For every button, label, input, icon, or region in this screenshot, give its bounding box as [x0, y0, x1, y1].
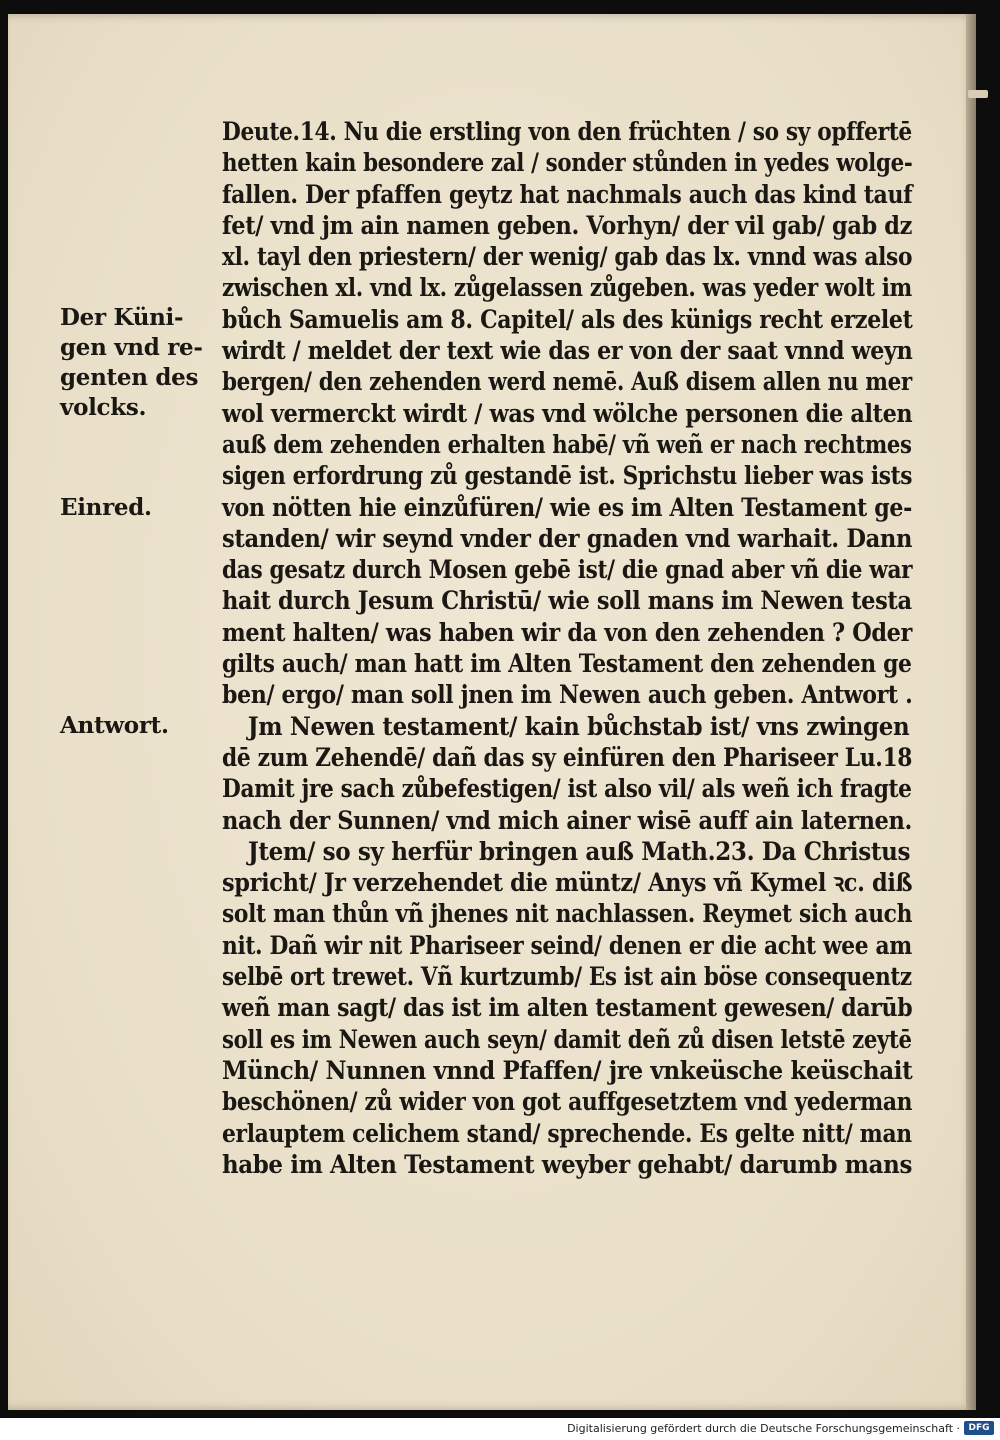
marginal-note-line: Der Küni- — [60, 304, 184, 331]
text-line: bůch Samuelis am 8. Capitel/ als des künigs recht erzelet — [222, 304, 913, 334]
footer-bar — [0, 1418, 1000, 1440]
marginal-note-line: volcks. — [60, 394, 147, 421]
text-line: soll es im Newen auch seyn/ damit deñ zů disen letstē zeytē — [222, 1024, 912, 1054]
text-line: Jtem/ so sy herfür bringen auß Math.23. Da Christus — [247, 836, 911, 866]
text-line: fet/ vnd jm ain namen geben. Vorhyn/ der vil gab/ gab dz — [222, 210, 912, 240]
text-line: habe im Alten Testament weyber gehabt/ darumb mans — [222, 1149, 912, 1179]
text-line: von nötten hie einzůfüren/ wie es im Alten Testament ge- — [222, 492, 912, 522]
marginal-note-kuenige — [60, 303, 210, 423]
text-line: zwischen xl. vnd lx. zůgelassen zůgeben. was yeder wolt im — [222, 273, 912, 303]
text-line: gilts auch/ man hatt im Alten Testament den zehenden ge — [222, 649, 912, 679]
text-line: nach der Sunnen/ vnd mich ainer wisē auff ain laternen. — [222, 805, 912, 835]
marginal-note-antwort — [60, 711, 210, 741]
text-line: Münch/ Nunnen vnnd Pfaffen/ jre vnkeüsche keüschait — [222, 1055, 913, 1085]
text-line: standen/ wir seynd vnder der gnaden vnd warhait. Dann — [222, 523, 913, 553]
marginal-note-line: genten des — [60, 364, 199, 391]
marginal-note-line: Antwort. — [60, 712, 169, 739]
text-line: Damit jre sach zůbefestigen/ ist also vil/ als weñ ich fragte — [222, 774, 912, 804]
text-line: Jm Newen testament/ kain bůchstab ist/ vns zwingen — [247, 711, 910, 741]
text-line: auß dem zehenden erhalten habē/ vñ weñ er nach rechtmes — [222, 429, 912, 459]
marginal-note-einred — [60, 493, 210, 523]
text-line: dē zum Zehendē/ dañ das sy einfüren den Phariseer Lu.18 — [222, 742, 913, 772]
text-line: fallen. Der pfaffen geytz hat nachmals auch das kind tauf — [222, 179, 913, 209]
text-line: beschönen/ zů wider von got auffgesetztem vnd yederman — [222, 1087, 913, 1117]
text-line: das gesatz durch Mosen gebē ist/ die gnad aber vñ die war — [222, 555, 913, 585]
text-line: hetten kain besondere zal / sonder stůnden in yedes wolge- — [222, 148, 913, 178]
marginal-note-line: gen vnd re- — [60, 334, 203, 361]
text-line: nit. Dañ wir nit Phariseer seind/ denen er die acht wee am — [222, 930, 912, 960]
text-line: ben/ ergo/ man soll jnen im Newen auch geben. Antwort . — [222, 680, 913, 710]
text-line: hait durch Jesum Christū/ wie soll mans im Newen testa — [222, 586, 912, 616]
text-line: wol vermerckt wirdt / was vnd wölche personen die alten — [222, 398, 913, 428]
funding-credit: Digitalisierung gefördert durch die Deutsche Forschungsgemeinschaft · — [567, 1422, 960, 1435]
text-line: ment halten/ was haben wir da von den zehenden ? Oder — [222, 617, 912, 647]
text-line: Deute.14. Nu die erstling von den früchten / so sy opffertē — [222, 117, 912, 146]
text-line: sigen erfordrung zů gestandē ist. Sprichstu lieber was ists — [222, 461, 913, 491]
text-line: weñ man sagt/ das ist im alten testament gewesen/ darūb — [222, 993, 913, 1023]
marginal-note-line: Einred. — [60, 494, 152, 521]
text-line: erlauptem celichem stand/ sprechende. Es gelte nitt/ man — [222, 1118, 912, 1148]
text-line: wirdt / meldet der text wie das er von der saat vnnd weyn — [222, 336, 913, 366]
page-tab-mark — [968, 90, 988, 98]
text-line: xl. tayl den priestern/ der wenig/ gab das lx. vnnd was also — [222, 242, 913, 272]
body-text-block — [222, 116, 912, 1180]
dfg-logo-icon: DFG — [964, 1421, 994, 1435]
text-line: spricht/ Jr verzehendet die müntz/ Anys vñ Kymel ꝛc. diß — [222, 868, 913, 898]
text-line: bergen/ den zehenden werd nemē. Auß disem allen nu mer — [222, 367, 912, 397]
page-edge-shadow — [966, 14, 976, 1410]
text-line: solt man thůn vñ jhenes nit nachlassen. Reymet sich auch — [222, 899, 913, 929]
text-line: selbē ort trewet. Vñ kurtzumb/ Es ist ain böse consequentz — [222, 962, 912, 992]
